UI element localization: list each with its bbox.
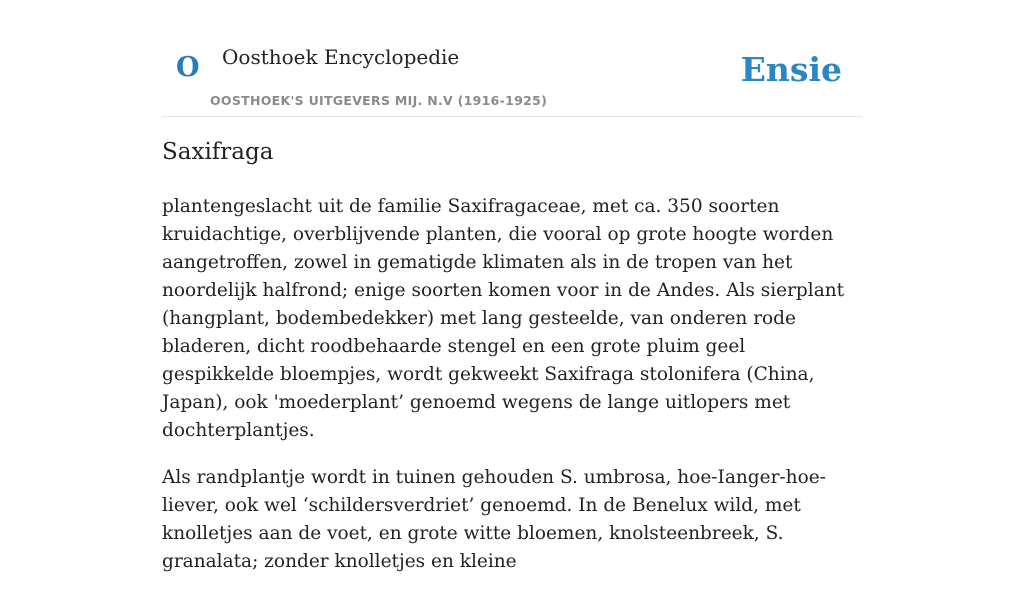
article-body — [162, 193, 862, 595]
source-title[interactable]: Oosthoek Encyclopedie — [222, 45, 460, 69]
brand-logo[interactable]: Ensie — [740, 50, 842, 89]
source-logo-icon[interactable]: O — [176, 52, 200, 83]
article-paragraph: Als randplantje wordt in tuinen gehouden S. umbrosa, hoe-Ianger-hoe-liever, ook wel ‘schildersverdriet’ genoemd. In de Benelux wild, met knolletjes aan de voet, en grote witte bloemen, knolsteenbreek, S. granalata; zonder knolletjes en kleine — [162, 467, 826, 572]
article-paragraph: plantengeslacht uit de familie Saxifragaceae, met ca. 350 soorten kruidachtige, overblijvende planten, die vooral op grote hoogte worden aangetroffen, zowel in gematigde klimaten als in de tropen van het noordelijk halfrond; enige soorten komen voor in de Andes. Als sierplant (hangplant, bodembedekker) met lang gesteelde, van onderen rode bladeren, dicht roodbehaarde stengel en een grote pluim geel gespikkelde bloempjes, wordt gekweekt Saxifraga stolonifera (China, Japan), ook 'moederplant’ genoemd wegens de lange uitlopers met dochterplantjes. — [162, 196, 845, 441]
article-title: Saxifraga — [162, 139, 274, 165]
source-subtitle: OOSTHOEK'S UITGEVERS MIJ. N.V (1916-1925) — [210, 93, 548, 108]
source-header — [162, 0, 862, 117]
page-container — [162, 0, 862, 572]
